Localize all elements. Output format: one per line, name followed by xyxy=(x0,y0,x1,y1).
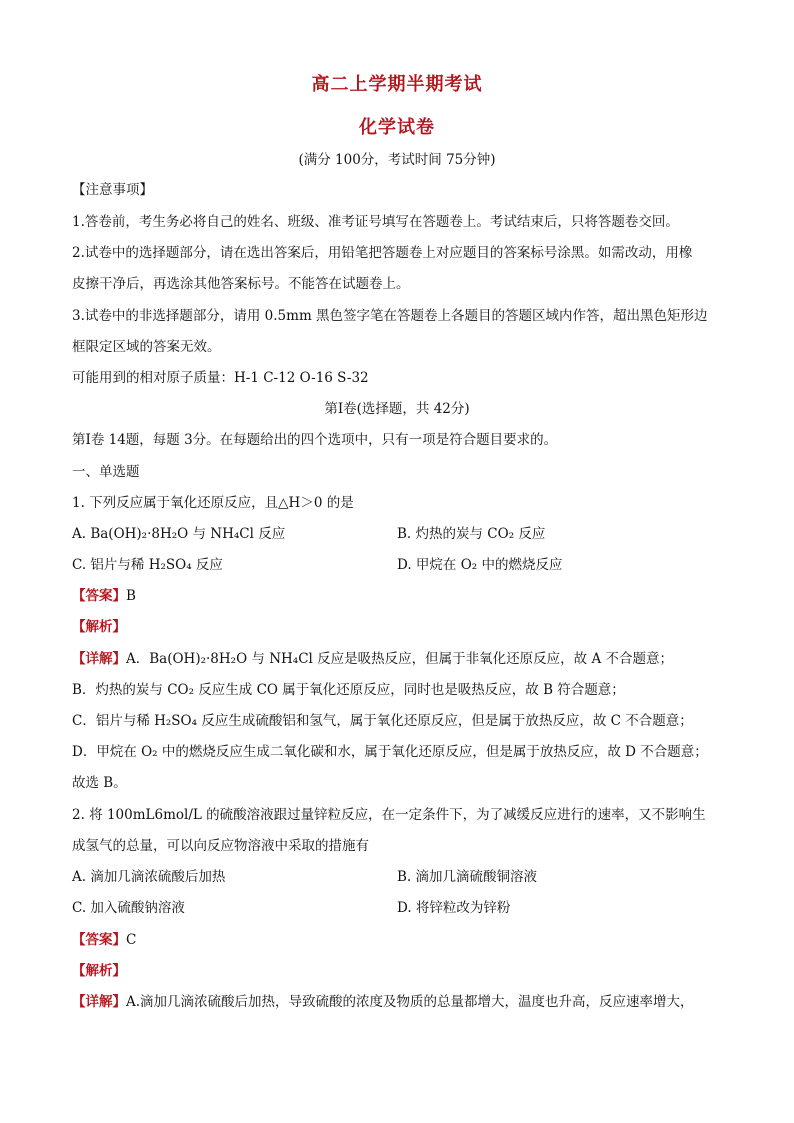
q1-detail-d: D．甲烷在 O₂ 中的燃烧反应生成二氧化碳和水，属于氧化还原反应，但是属于放热反应，故 D 不合题意； xyxy=(72,744,708,760)
q2-answer xyxy=(72,930,722,950)
note-item-1: 1.答卷前，考生务必将自己的姓名、班级、准考证号填写在答题卷上。考试结束后，只将答题卷交回。 xyxy=(72,214,679,230)
q1-analysis-tag: 【解析】 xyxy=(72,619,126,635)
note-item-3-line1: 3.试卷中的非选择题部分，请用 0.5mm 黑色签字笔在答题卷上各题目的答题区域内作答，超出黑色矩形边 xyxy=(72,308,708,324)
q2-detail-a xyxy=(72,992,722,1012)
q1-option-c: C. 铝片与稀 H₂SO₄ 反应 xyxy=(72,557,223,573)
q2-analysis-label xyxy=(72,961,722,981)
exam-subtitle: 化学试卷 xyxy=(359,117,435,138)
q2-answer-value: C xyxy=(126,932,137,948)
q1-option-d: D. 甲烷在 O₂ 中的燃烧反应 xyxy=(397,557,563,573)
question-type: 一、单选题 xyxy=(72,464,140,480)
q1-detail-b: B．灼热的炭与 CO₂ 反应生成 CO 属于氧化还原反应，同时也是吸热反应，故 B 符合题意； xyxy=(72,682,625,698)
q1-answer-label: 【答案】 xyxy=(72,588,126,604)
q2-detail-tag: 【详解】 xyxy=(72,994,126,1010)
q2-answer-label: 【答案】 xyxy=(72,932,126,948)
section-heading: 第Ⅰ卷(选择题，共 42分) xyxy=(324,401,470,417)
note-item-3-line2: 框限定区域的答案无效。 xyxy=(72,339,221,355)
q1-stem: 1. 下列反应属于氧化还原反应，且△H＞0 的是 xyxy=(72,495,354,511)
q1-answer xyxy=(72,586,722,606)
q1-detail-a-text: A．Ba(OH)₂·8H₂O 与 NH₄Cl 反应是吸热反应，但属于非氧化还原反应，故 A 不合题意； xyxy=(126,651,673,667)
score-info: (满分 100分，考试时间 75分钟) xyxy=(298,152,496,168)
q1-detail-tag: 【详解】 xyxy=(72,651,126,667)
q1-analysis-label xyxy=(72,617,722,637)
q2-analysis-tag: 【解析】 xyxy=(72,963,126,979)
q2-option-b: B. 滴加几滴硫酸铜溶液 xyxy=(397,869,538,885)
note-item-2-line1: 2.试卷中的选择题部分，请在选出答案后，用铅笔把答题卷上对应题目的答案标号涂黑。如需改动，用橡 xyxy=(72,245,693,261)
q1-option-a: A. Ba(OH)₂·8H₂O 与 NH₄Cl 反应 xyxy=(72,526,286,542)
q2-stem-line1: 2. 将 100mL6mol/L 的硫酸溶液跟过量锌粒反应，在一定条件下，为了减缓反应进行的速率，又不影响生 xyxy=(72,807,706,823)
q1-conclusion: 故选 B。 xyxy=(72,775,127,791)
q1-option-b: B. 灼热的炭与 CO₂ 反应 xyxy=(397,526,546,542)
q2-stem-line2: 成氢气的总量，可以向反应物溶液中采取的措施有 xyxy=(72,838,369,854)
q2-option-d: D. 将锌粒改为锌粉 xyxy=(397,900,511,916)
q1-detail-a xyxy=(72,649,722,669)
q2-detail-a-text: A.滴加几滴浓硫酸后加热，导致硫酸的浓度及物质的总量都增大，温度也升高，反应速率增大， xyxy=(126,994,694,1010)
notes-heading: 【注意事项】 xyxy=(72,182,153,198)
atomic-mass-info: 可能用到的相对原子质量：H-1 C-12 O-16 S-32 xyxy=(72,370,369,386)
section-description: 第Ⅰ卷 14题，每题 3分。在每题给出的四个选项中，只有一项是符合题目要求的。 xyxy=(72,432,558,448)
q2-option-a: A. 滴加几滴浓硫酸后加热 xyxy=(72,869,226,885)
exam-title: 高二上学期半期考试 xyxy=(311,74,483,95)
q1-answer-value: B xyxy=(126,588,136,604)
q1-detail-c: C．铝片与稀 H₂SO₄ 反应生成硫酸铝和氢气，属于氧化还原反应，但是属于放热反应，故 C 不合题意； xyxy=(72,713,693,729)
q2-option-c: C. 加入硫酸钠溶液 xyxy=(72,900,185,916)
note-item-2-line2: 皮擦干净后，再选涂其他答案标号。不能答在试题卷上。 xyxy=(72,276,410,292)
